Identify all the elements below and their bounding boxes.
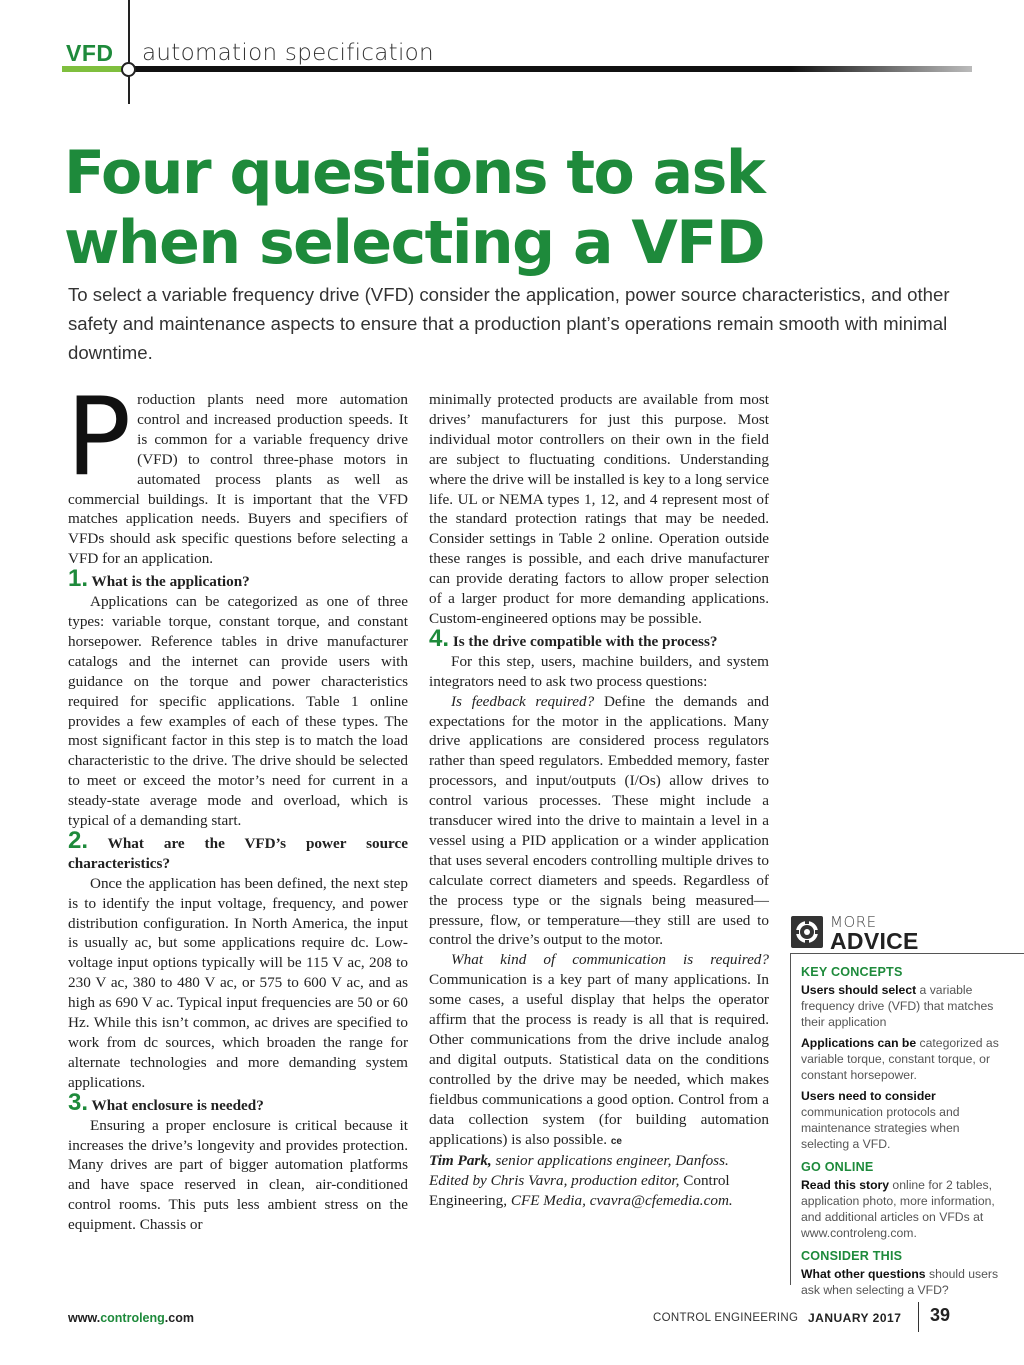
question-3-heading: 3. What enclosure is needed? <box>68 1088 264 1116</box>
question-2-body: Once the application has been defined, the next step is to identify the input voltage, frequency, and power distribution configuration. In North America, the input is usually ac, but some applications require dc. Low-voltage input options typically will be 115 V ac, 208 to 230 V ac, 380 to 480 V ac, or 575 to 600 V ac, and as high as 690 V ac. Typical input frequencies are 50 or 60 Hz. While this isn’t common, ac drives are specified to work from dc sources, which broaden the range for alternate technologies and more demanding system applications. <box>68 874 408 1091</box>
footer-url[interactable]: www.controleng.com <box>68 1311 194 1325</box>
end-of-text-mark: ce <box>610 1135 622 1147</box>
question-3-number: 3. <box>68 1088 89 1116</box>
author-byline: Tim Park, senior applications engineer, Danfoss. Edited by Chris Vavra, production editor, Control Engineering, CFE Media, cvavra@cfemedia.com. <box>429 1152 733 1210</box>
question-2-number: 2. <box>68 826 89 854</box>
footer-divider <box>918 1302 919 1332</box>
intro-paragraph: Production plants need more automation control and increased production speeds. It is common for a variable frequency drive (VFD) to control three-phase motors in automated process plants as well as commercial buildings. It is important that the VFD matches application needs. Buyers and specifiers of VFDs should ask specific questions before selecting a VFD for an application. <box>66 375 408 568</box>
question-2-heading: 2. What are the VFD’s power source characteristics? <box>68 826 408 872</box>
question-4-intro: For this step, users, machine builders, and system integrators need to ask two process questions: <box>429 652 769 690</box>
advice-label: ADVICE <box>830 928 919 954</box>
more-label: MORE <box>830 913 877 931</box>
question-4-heading: 4. Is the drive compatible with the process? <box>429 624 718 652</box>
consider-this-text: What other questions should users ask when selecting a VFD? <box>801 1267 999 1297</box>
article-column-1 <box>66 375 408 1235</box>
more-advice-icon <box>790 915 824 949</box>
headline-line-1: Four questions to ask <box>64 138 765 208</box>
section-title: automation specification <box>142 40 434 66</box>
key-concept-3: Users need to consider communication protocols and maintenance strategies when selecting a VFD. <box>801 1089 960 1151</box>
key-concept-1: Users should select a variable frequency drive (VFD) that matches their application <box>801 983 994 1029</box>
drop-cap: P <box>66 375 132 500</box>
article-column-2 <box>429 390 769 1211</box>
header-vertical-rule <box>128 0 130 104</box>
sidebar <box>801 964 1001 1303</box>
question-1-body: Applications can be categorized as one of three types: variable torque, constant torque, and constant horsepower. Reference tables in drive manufacturer catalogs and the internet can provide users with guidance on the torque and power characteristics required for specific applications. Table 1 online provides a few examples of each of these types. The most significant factor in this step is to match the load characteristic to the drive. The drive should be selected to meet or exceed the motor’s need for current in a steady-state average mode and overload, which is typical of a demanding start. <box>68 593 408 830</box>
footer-magazine: CONTROL ENGINEERING <box>653 1312 799 1324</box>
footer-date: JANUARY 2017 <box>808 1311 902 1325</box>
page-number: 39 <box>930 1305 951 1325</box>
key-concept-2: Applications can be categorized as variable torque, constant torque, or constant horsepower. <box>801 1036 999 1082</box>
question-3-body-continued: minimally protected products are available from most drives’ manufacturers for just this purpose. Most individual motor controllers on their own in the field are subject to fluctuating conditions. Understanding where the drive will be installed is key to a long service life. UL or NEMA types 1, 12, and 4 represent most of the standard protection ratings that may be needed. Consider settings in Table 2 online. Operation outside these ranges is possible, and each drive manufacturer can provide derating factors to allow proper selection of a larger product for more demanding applications. Custom-engineered options may be possible. <box>429 391 769 627</box>
go-online-text: Read this story online for 2 tables, application photo, more information, and additional articles on VFDs at www.controleng.com. <box>801 1178 995 1240</box>
consider-this-heading: CONSIDER THIS <box>801 1249 903 1263</box>
key-concepts-heading: KEY CONCEPTS <box>801 965 903 979</box>
article-headline <box>64 138 964 278</box>
question-4-feedback: Is feedback required? Define the demands and expectations for the motor in the applications. Many drive applications are considered process regulators rather than speed regulators. Embedded memory, faster processors, and input/outputs (I/Os) allow drives to control various processes. These might include a transducer wired into the drive to maintain a level in a vessel using a PID application or a winder application that uses several encoders controlling multiple drives to calculate correct diameters and speeds. Regardless of the process type or the signals being measured—pressure, flow, or temperature—they still are used to control the drive’s output to the motor. <box>429 692 769 949</box>
article-deck: To select a variable frequency drive (VFD) consider the application, power source characteristics, and other safety and maintenance aspects to ensure that a production plant’s operations remain smooth with minimal downtime. <box>68 284 950 363</box>
question-1-heading: 1. What is the application? <box>68 565 250 593</box>
headline-line-2: when selecting a VFD <box>64 208 765 278</box>
question-4-communication: What kind of communication is required? Communication is a key part of many applications. In some cases, a useful display that helps the operator affirm that the process is ready is all that is required. Other communications from the drive include analog and digital outputs. Statistical data on the conditions controlled by the drive may be needed, which makes fieldbus communications a good option. Control from a data collection system (for building automation applications) is also possible. ce <box>429 951 769 1148</box>
question-1-number: 1. <box>68 565 89 593</box>
question-3-body: Ensuring a proper enclosure is critical because it increases the drive’s longevity and provides protection. Many drives are part of bigger automation platforms and have space reserved in clean, air-conditioned control rooms. This puts less ambient stress on the equipment. Chassis or <box>68 1116 408 1234</box>
header-rule <box>62 66 972 72</box>
header-rule-marker <box>121 62 136 77</box>
section-label: VFD <box>66 40 114 66</box>
go-online-heading: GO ONLINE <box>801 1160 874 1174</box>
question-4-number: 4. <box>429 624 450 652</box>
